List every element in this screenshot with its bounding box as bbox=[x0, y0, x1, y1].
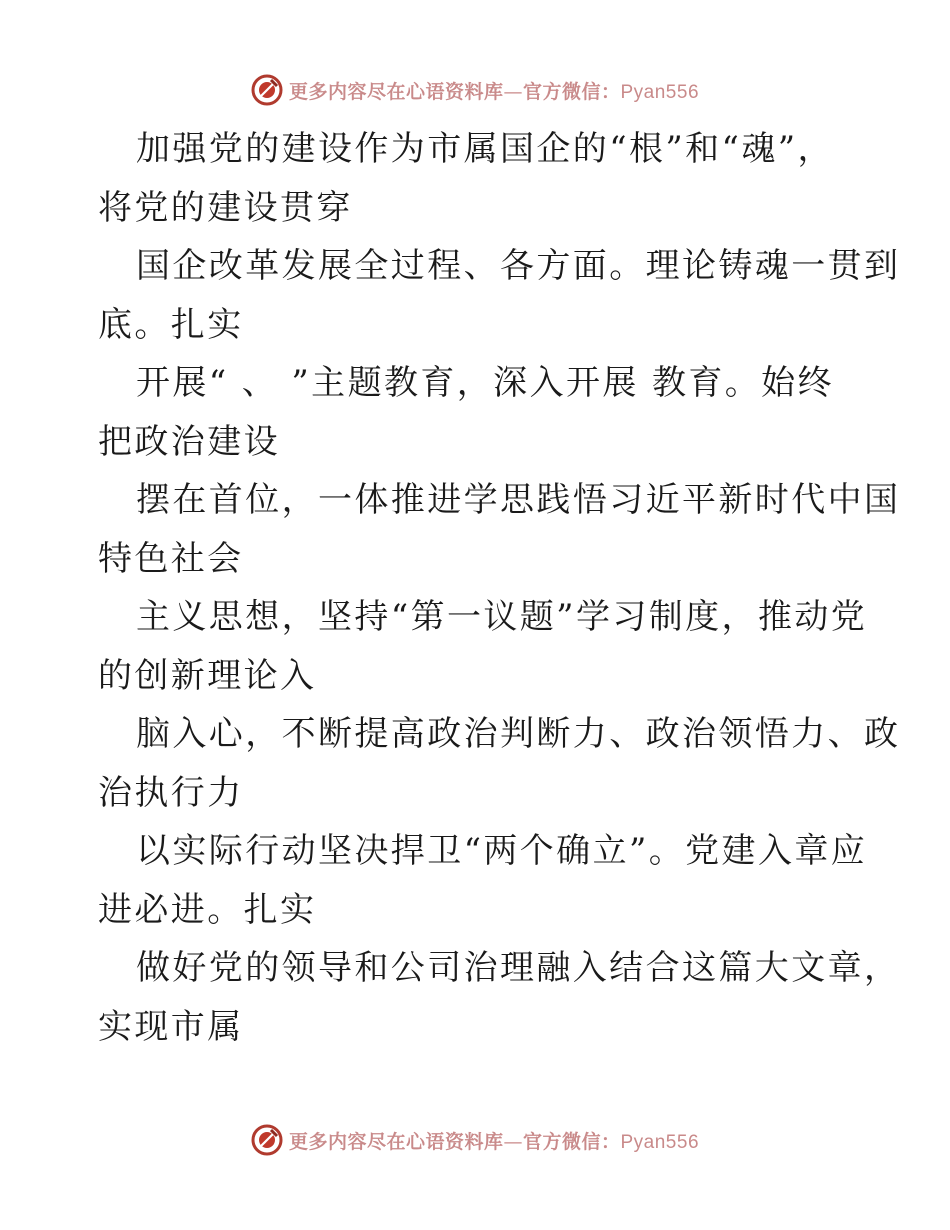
footer-banner-text: 更多内容尽在心语资料库—官方微信：Pyan556 bbox=[288, 1130, 700, 1153]
body-line: 做好党的领导和公司治理融入结合这篇大文章， bbox=[136, 948, 901, 988]
body-line: 开展“ 、 ”主题教育，深入开展 教育。始终 bbox=[136, 363, 834, 403]
footer-banner bbox=[0, 1122, 950, 1158]
body-line: 主义思想，坚持“第一议题”学习制度，推动党 bbox=[136, 597, 868, 637]
body-line: 以实际行动坚决捍卫“两个确立”。党建入章应 bbox=[136, 831, 868, 871]
body-line: 加强党的建设作为市属国企的“根”和“魂”， bbox=[136, 129, 834, 169]
body-line: 底。扎实 bbox=[98, 304, 244, 345]
body-line: 的创新理论入 bbox=[98, 655, 317, 696]
body-line: 脑入心，不断提高政治判断力、政治领悟力、政 bbox=[136, 714, 901, 754]
footer-wechat-id: Pyan556 bbox=[620, 1131, 700, 1153]
red-seal-logo-icon bbox=[251, 74, 283, 106]
header-banner bbox=[0, 72, 950, 108]
header-wechat-id: Pyan556 bbox=[620, 81, 700, 103]
red-seal-logo-icon bbox=[251, 1124, 283, 1156]
document-body bbox=[98, 120, 901, 1056]
body-line: 进必进。扎实 bbox=[98, 889, 317, 930]
body-line: 把政治建设 bbox=[98, 421, 280, 462]
body-line: 摆在首位，一体推进学思践悟习近平新时代中国 bbox=[136, 480, 901, 520]
body-line: 治执行力 bbox=[98, 772, 244, 813]
header-banner-text: 更多内容尽在心语资料库—官方微信：Pyan556 bbox=[288, 80, 700, 103]
body-line: 将党的建设贯穿 bbox=[98, 187, 353, 228]
body-line: 实现市属 bbox=[98, 1006, 244, 1047]
body-line: 国企改革发展全过程、各方面。理论铸魂一贯到 bbox=[136, 246, 901, 286]
body-line: 特色社会 bbox=[98, 538, 244, 579]
